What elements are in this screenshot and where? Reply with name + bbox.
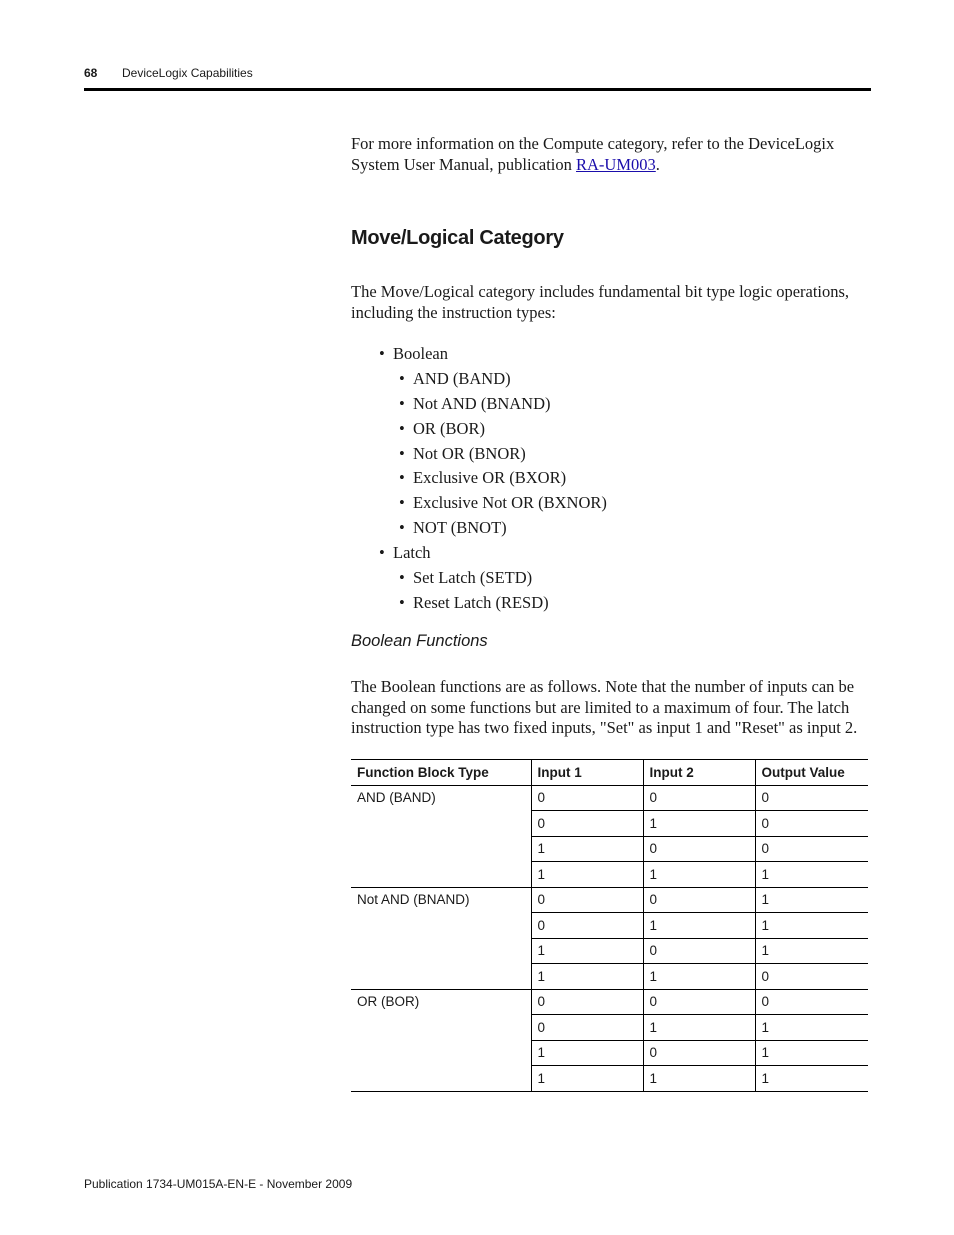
output-value-cell: 0 xyxy=(755,836,868,862)
bullet-glyph: • xyxy=(399,493,405,513)
boolean-intro-paragraph: The Boolean functions are as follows. Note that the number of inputs can be changed on some functions but are limited to a maximum of four. The latch instruction type has two fixed inputs, "Set" as input 1 and "Reset" as input 2. xyxy=(351,677,858,737)
sub-list-item xyxy=(351,367,871,392)
function-block-type-cell: Not AND (BNAND) xyxy=(351,887,531,989)
sub-list-item xyxy=(351,591,871,616)
input-2-cell: 0 xyxy=(643,938,755,964)
input-1-cell: 1 xyxy=(531,862,643,888)
header-rule xyxy=(84,88,871,91)
sub-list-item-label: AND (BAND) xyxy=(413,368,511,388)
sub-list-item xyxy=(351,417,871,442)
sub-list-item-label: Exclusive OR (BXOR) xyxy=(413,468,567,488)
bullet-glyph: • xyxy=(379,344,385,363)
input-2-cell: 1 xyxy=(643,1066,755,1092)
output-value-cell: 1 xyxy=(755,938,868,964)
sub-list-item xyxy=(351,442,871,467)
list-item xyxy=(351,342,871,367)
column-header: Input 2 xyxy=(643,760,755,786)
sub-list-item-label: Not OR (BNOR) xyxy=(413,443,526,463)
sub-list-item xyxy=(351,392,871,417)
boolean-truth-table xyxy=(351,759,868,1092)
sub-list-item xyxy=(351,466,871,491)
instruction-type-list xyxy=(351,342,871,616)
function-block-type-cell: OR (BOR) xyxy=(351,989,531,1091)
input-1-cell: 0 xyxy=(531,913,643,939)
table-row xyxy=(351,887,868,913)
sub-list-item-label: NOT (BNOT) xyxy=(413,518,507,538)
bullet-glyph: • xyxy=(399,368,405,388)
list-item xyxy=(351,541,871,566)
ra-um003-link[interactable]: RA-UM003 xyxy=(576,154,656,174)
table-row xyxy=(351,785,868,811)
input-2-cell: 1 xyxy=(643,862,755,888)
bullet-glyph: • xyxy=(399,468,405,488)
output-value-cell: 1 xyxy=(755,1015,868,1041)
intro-paragraph xyxy=(351,134,871,175)
list-item-label: Boolean xyxy=(393,344,448,363)
running-header: DeviceLogix Capabilities xyxy=(122,66,253,80)
list-item-label: Latch xyxy=(393,543,431,563)
sub-list-item xyxy=(351,491,871,516)
sub-list-item-label: Exclusive Not OR (BXNOR) xyxy=(413,493,607,513)
input-2-cell: 0 xyxy=(643,887,755,913)
input-2-cell: 1 xyxy=(643,811,755,837)
section-intro: The Move/Logical category includes fundamental bit type logic operations, including the instruction types: xyxy=(351,282,850,322)
bullet-glyph: • xyxy=(399,443,405,463)
table-body xyxy=(351,785,868,1091)
column-header: Input 1 xyxy=(531,760,643,786)
output-value-cell: 1 xyxy=(755,1040,868,1066)
input-2-cell: 0 xyxy=(643,989,755,1015)
input-2-cell: 1 xyxy=(643,964,755,990)
output-value-cell: 0 xyxy=(755,964,868,990)
input-2-cell: 1 xyxy=(643,913,755,939)
bullet-glyph: • xyxy=(399,393,405,413)
sub-list-item xyxy=(351,516,871,541)
input-1-cell: 1 xyxy=(531,964,643,990)
sub-list-item-label: OR (BOR) xyxy=(413,418,485,438)
publication-footer: Publication 1734-UM015A-EN-E - November 2009 xyxy=(84,1177,353,1191)
input-1-cell: 0 xyxy=(531,1015,643,1041)
function-block-type-cell: AND (BAND) xyxy=(351,785,531,887)
section-heading: Move/Logical Category xyxy=(351,227,564,249)
sub-list-item xyxy=(351,566,871,591)
input-1-cell: 0 xyxy=(531,811,643,837)
input-1-cell: 0 xyxy=(531,785,643,811)
bullet-glyph: • xyxy=(379,543,385,563)
bullet-glyph: • xyxy=(399,418,405,438)
intro-text: For more information on the Compute category, refer to the DeviceLogix System User Manual, publication xyxy=(351,134,835,174)
sub-list-item-label: Set Latch (SETD) xyxy=(413,568,533,588)
table-header-row xyxy=(351,760,868,786)
input-1-cell: 1 xyxy=(531,1066,643,1092)
output-value-cell: 0 xyxy=(755,811,868,837)
sub-list-item-label: Reset Latch (RESD) xyxy=(413,592,549,612)
output-value-cell: 0 xyxy=(755,785,868,811)
bullet-glyph: • xyxy=(399,592,405,612)
input-2-cell: 0 xyxy=(643,836,755,862)
output-value-cell: 1 xyxy=(755,887,868,913)
input-2-cell: 0 xyxy=(643,785,755,811)
input-1-cell: 0 xyxy=(531,887,643,913)
sub-list-item-label: Not AND (BNAND) xyxy=(413,393,551,413)
input-1-cell: 1 xyxy=(531,1040,643,1066)
output-value-cell: 1 xyxy=(755,862,868,888)
output-value-cell: 0 xyxy=(755,989,868,1015)
boolean-functions-heading: Boolean Functions xyxy=(351,632,488,650)
column-header: Output Value xyxy=(755,760,868,786)
column-header: Function Block Type xyxy=(351,760,531,786)
input-1-cell: 1 xyxy=(531,938,643,964)
output-value-cell: 1 xyxy=(755,913,868,939)
input-1-cell: 1 xyxy=(531,836,643,862)
intro-period: . xyxy=(655,154,660,174)
table-row xyxy=(351,989,868,1015)
bullet-glyph: • xyxy=(399,518,405,538)
output-value-cell: 1 xyxy=(755,1066,868,1092)
bullet-glyph: • xyxy=(399,568,405,588)
input-2-cell: 0 xyxy=(643,1040,755,1066)
page-number: 68 xyxy=(84,66,98,80)
input-1-cell: 0 xyxy=(531,989,643,1015)
input-2-cell: 1 xyxy=(643,1015,755,1041)
